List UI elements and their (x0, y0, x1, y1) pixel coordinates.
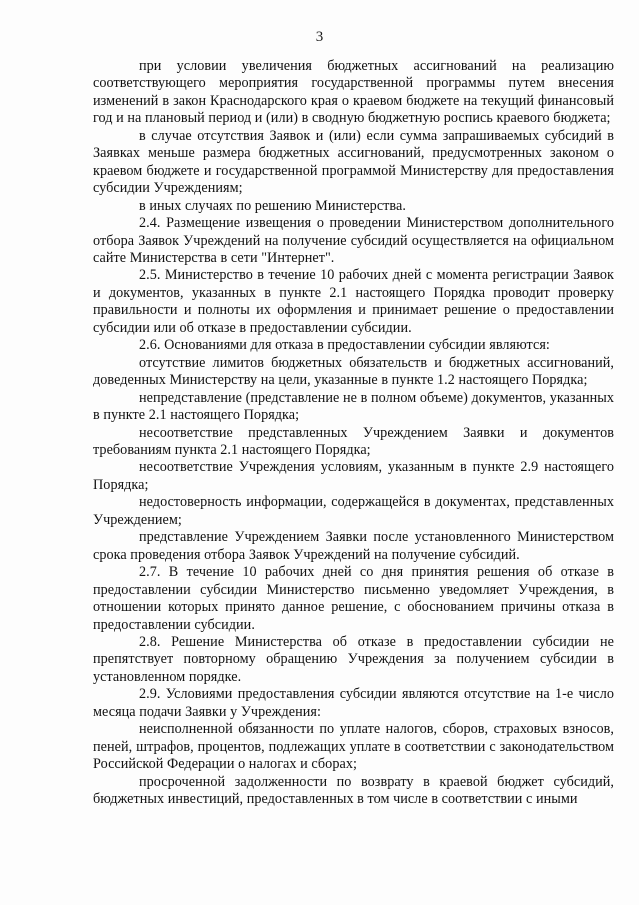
refusal-reason-noncompliant-institution: несоответствие Учреждения условиям, указанным в пункте 2.9 настоящего Порядка; (93, 459, 614, 493)
paragraph-other-cases: в иных случаях по решению Министерства. (139, 197, 406, 214)
refusal-reason-noncompliant-documents: несоответствие представленных Учреждением Заявки и документов требованиям пункта 2.1 настоящего Порядка; (93, 424, 614, 458)
paragraph-2-8: 2.8. Решение Министерства об отказе в предоставлении субсидии не препятствует повторному обращению Учреждения за получением субсидии в установленном порядке. (93, 633, 614, 685)
condition-no-tax-arrears: неисполненной обязанности по уплате налогов, сборов, страховых взносов, пеней, штрафов, процентов, подлежащих уплате в соответствии с законодательством Российской Федерации о налогах и сборах; (93, 721, 614, 773)
refusal-reason-late-submission: представление Учреждением Заявки после установленного Министерством срока проведения отбора Заявок Учреждений на получение субсидий. (93, 529, 614, 563)
paragraph-2-5: 2.5. Министерство в течение 10 рабочих дней с момента регистрации Заявок и документов, указанных в пункте 2.1 настоящего Порядка проводит проверку правильности и полноты их оформления и принимает решение о предоставлении субсидии или об отказе в предоставлении субсидии. (93, 267, 614, 336)
paragraph-budget-increase-condition: при условии увеличения бюджетных ассигнований на реализацию соответствующего мероприятия государственной программы путем внесения изменений в закон Краснодарского края о краевом бюджете на текущий финансовый год и на плановый период и (или) в сводную бюджетную роспись краевого бюджета; (93, 58, 614, 127)
paragraph-2-7: 2.7. В течение 10 рабочих дней со дня принятия решения об отказе в предоставлении субсидии Министерство письменно уведомляет Учреждения, в отношении которых принято данное решение, с обоснованием причины отказа в предоставлении субсидии. (93, 564, 614, 633)
paragraph-2-6: 2.6. Основаниями для отказа в предоставлении субсидии являются: (139, 337, 550, 354)
paragraph-2-9: 2.9. Условиями предоставления субсидии являются отсутствие на 1-е число месяца подачи Заявки у Учреждения: (93, 686, 614, 720)
condition-no-overdue-debt: просроченной задолженности по возврату в краевой бюджет субсидий, бюджетных инвестиций, предоставленных в том числе в соответствии с иными (93, 773, 614, 808)
refusal-reason-inaccurate-information: недостоверность информации, содержащейся в документах, представленных Учреждением; (93, 494, 614, 528)
page-number: 3 (315, 29, 324, 45)
paragraph-no-applications-condition: в случае отсутствия Заявок и (или) если сумма запрашиваемых субсидий в Заявках меньше размера бюджетных ассигнований, предусмотренных законом о краевом бюджете и государственной программой Министерству для предоставления субсидии Учреждениям; (93, 127, 614, 197)
paragraph-2-4: 2.4. Размещение извещения о проведении Министерством дополнительного отбора Заявок Учреждений на получение субсидий осуществляется на официальном сайте Министерства в сети "Интернет". (93, 215, 614, 266)
refusal-reason-missing-documents: непредставление (представление не в полном объеме) документов, указанных в пункте 2.1 настоящего Порядка; (93, 389, 614, 424)
refusal-reason-no-limits: отсутствие лимитов бюджетных обязательств и бюджетных ассигнований, доведенных Министерству на цели, указанные в пункте 1.2 настоящего Порядка; (93, 354, 614, 389)
document-body (93, 58, 614, 808)
